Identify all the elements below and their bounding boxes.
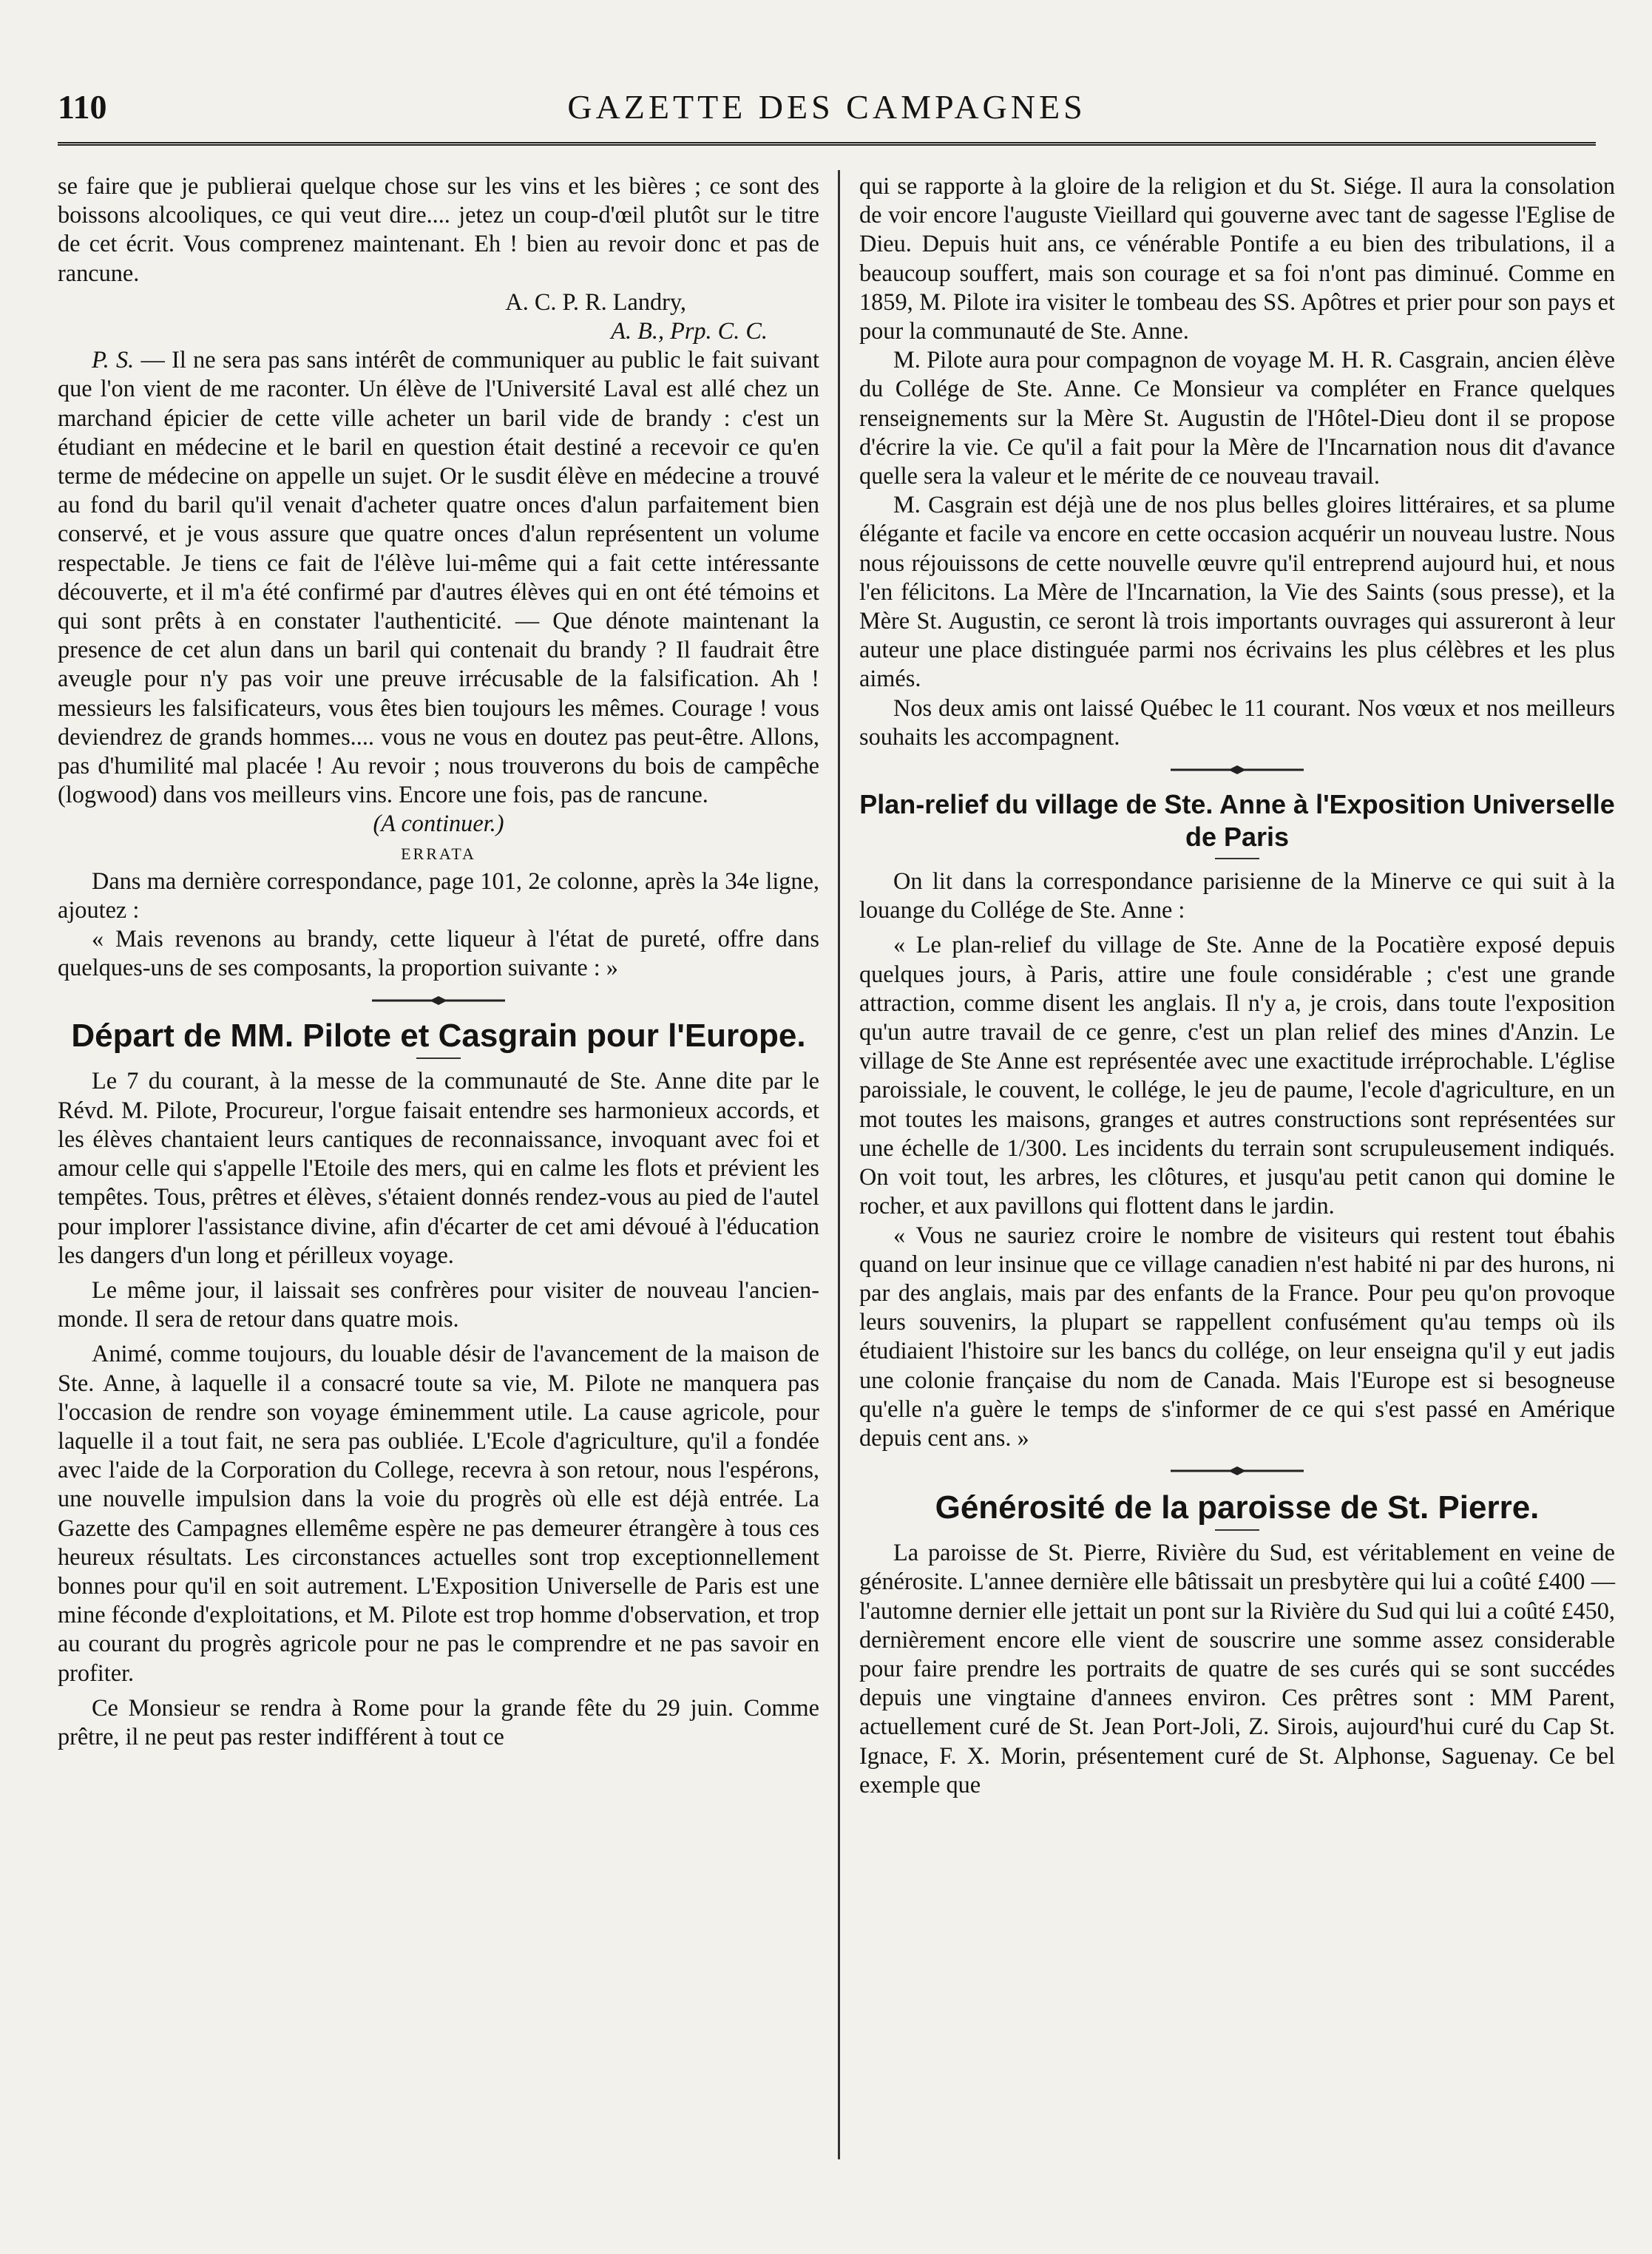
plan-relief-paragraph-3: « Vous ne sauriez croire le nombre de visiteurs qui restent tout ébahis quand on leur insinue que ce village canadien n'est habité ni par des hurons, ni par des anglais, mais par des enfants de la France. Pour peu qu'on provoque leurs souvenirs, la plupart se rappellent confusément qu'au temps où ils étudiaient l'histoire sur les bancs du collége, on leur enseigna qu'il y eut jadis une colonie française du nom de Canada. Mais l'Europe est si besogneuse qu'elle n'a guère le temps de s'informer de ce qui s'est passé en Amérique depuis cent ans. »	[859, 1221, 1615, 1451]
depart-paragraph-4: Ce Monsieur se rendra à Rome pour la grande fête du 29 juin. Comme prêtre, il ne peut pas rester indifférent à tout ce	[58, 1693, 819, 1750]
departure-date-paragraph: Nos deux amis ont laissé Québec le 11 courant. Nos vœux et nos meilleurs souhaits les accompagnent.	[859, 694, 1615, 750]
section-ornament	[1171, 1466, 1304, 1476]
section-ornament	[1171, 765, 1304, 775]
column-divider	[838, 170, 840, 2159]
postscript-paragraph	[58, 345, 819, 809]
postscript-label: P. S.	[92, 346, 135, 373]
casgrain-paragraph-2: M. Casgrain est déjà une de nos plus belles gloires littéraires, et sa plume élégante et facile va encore en cette occasion acquérir un nouveau lustre. Nous nous réjouissons de cette nouvelle œuvre qu'il entreprend aujourd hui, et nous l'en félicitons. La Mère de l'Incarnation, la Vie des Saints (sous presse), et la Mère St. Augustin, ce seront là trois importants ouvrages qui assureront à leur auteur une place distinguée parmi nos écrivains les plus célèbres et les plus aimés.	[859, 491, 1615, 692]
to-continue-note: (A continuer.)	[373, 810, 504, 837]
left-column	[58, 172, 819, 1751]
page-number: 110	[58, 88, 107, 126]
depart-paragraph-2: Le même jour, il laissait ses confrères pour visiter de nouveau l'ancien-monde. Il sera de retour dans quatre mois.	[58, 1276, 819, 1333]
errata-paragraph-1: Dans ma dernière correspondance, page 101, 2e colonne, après la 34e ligne, ajoutez :	[58, 867, 819, 923]
signature-credentials: A. B., Prp. C. C.	[611, 317, 768, 345]
postscript-text: — Il ne sera pas sans intérêt de communiquer au public le fait suivant que l'on vient de me raconter. Un élève de l'Université Laval est allé chez un marchand épicier de cette ville acheter un baril vide de brandy : c'est un étudiant en médecine et le baril en question était destiné a recevoir ce qu'en terme de médecine on appelle un sujet. Or le susdit élève en médecine a trouvé au fond du baril qu'il venait d'acheter quatre onces d'alun parfaitement bien conservé, et je vous assure que quatre onces d'alun représentent un volume respectable. Je tiens ce fait de l'élève lui-même qui a fait cette intéressante découverte, et il m'a été confirmé par d'autres élèves qui en ont été témoins et qui sont prêts à en constater l'authenticité. — Que dénote maintenant la presence de cet alun dans un baril qui contenait du brandy ? Il faudrait être aveugle pour n'y pas voir une preuve irrécusable de la falsification. Ah ! messieurs les falsificateurs, vous êtes bien toujours les mêmes. Courage ! vous deviendrez de grands hommes.... vous ne vous en doutez pas peut-être. Allons, pas d'humilité mal placée ! Au revoir ; nous trouverons du bois de campêche (logwood) dans vos meilleurs vins. Encore une fois, pas de rancune.	[58, 346, 819, 808]
generosite-paragraph-1: La paroisse de St. Pierre, Rivière du Sud, est véritablement en veine de générosite. L'annee dernière elle bâtissait un presbytère qui lui a coûté £400 — l'automne dernier elle jettait un pont sur la Rivière du Sud qui lui a coûté £450, dernièrement encore elle vient de souscrire une somme assez considerable pour faire prendre les portraits de quatre de ses curés qui se sont succédes depuis une vingtaine d'annees environ. Ces prêtres sont : MM Parent, actuellement curé de St. Jean Port-Joli, Z. Sirois, aujourd'hui curé du Cap St. Ignace, F. X. Morin, présentement curé de St. Alphonse, Saguenay. Ce bel exemple que	[859, 1539, 1615, 1798]
page-header	[58, 83, 1596, 135]
signature-name: A. C. P. R. Landry,	[505, 288, 686, 315]
headline-rule	[416, 1057, 461, 1059]
section-ornament	[372, 995, 505, 1006]
running-title: GAZETTE DES CAMPAGNES	[567, 88, 1086, 126]
errata-paragraph-2: « Mais revenons au brandy, cette liqueur à l'état de pureté, offre dans quelques-uns de ses composants, la proportion suivante : »	[58, 925, 819, 981]
right-column	[859, 172, 1615, 1799]
generosite-headline: Générosité de la paroisse de St. Pierre.	[935, 1489, 1540, 1526]
plan-relief-headline: Plan-relief du village de Ste. Anne à l'Exposition Universelle de Paris	[859, 789, 1615, 853]
plan-relief-paragraph-1: On lit dans la correspondance parisienne de la Minerve ce qui suit à la louange du Collége de Ste. Anne :	[859, 867, 1615, 924]
headline-rule	[1215, 858, 1259, 859]
depart-continued-paragraph: qui se rapporte à la gloire de la religion et du St. Siége. Il aura la consolation de voir encore l'auguste Vieillard qui gouverne avec tant de sagesse l'Eglise de Dieu. Depuis huit ans, ce vénérable Pontife a eu bien des tribulations, il a beaucoup souffert, mais son courage et sa foi n'ont pas diminué. Comme en 1859, M. Pilote ira visiter le tombeau des SS. Apôtres et prier pour son pays et pour la communauté de Ste. Anne.	[859, 172, 1615, 345]
plan-relief-paragraph-2: « Le plan-relief du village de Ste. Anne de la Pocatière exposé depuis quelques jours, à Paris, attire une foule considérable ; c'est une grande attraction, comme disent les anglais. Il n'y a, je crois, dans toute l'exposition qu'un autre travail de ce genre, c'est un plan relief des mines d'Anzin. Le village de Ste Anne est représentée avec une exactitude irréprochable. L'église paroissiale, le couvent, le collége, le jeu de paume, l'ecole d'agriculture, en un mot toutes les maisons, granges et autres constructions sont représentées sur une échelle de 1/300. Les incidents du terrain sont scrupuleusement indiqués. On voit tout, les arbres, les clôtures, et jusqu'au petit canon qui domine le rocher, et aux pavillons qui flottent dans le jardin.	[859, 931, 1615, 1219]
casgrain-paragraph-1: M. Pilote aura pour compagnon de voyage M. H. R. Casgrain, ancien élève du Collége de Ste. Anne. Ce Monsieur va compléter en France quelques renseignements sur la Mère St. Augustin de l'Hôtel-Dieu dont il se propose d'écrire la vie. Ce qu'il a fait pour la Mère de l'Incarnation nous dit d'avance quelle sera la valeur et le mérite de ce nouveau travail.	[859, 346, 1615, 490]
depart-headline: Départ de MM. Pilote et Casgrain pour l'Europe.	[71, 1018, 806, 1055]
depart-paragraph-1: Le 7 du courant, à la messe de la communauté de Ste. Anne dite par le Révd. M. Pilote, Procureur, l'orgue faisait entendre ses harmonieux accords, et les élèves chantaient leurs cantiques de reconnaissance, invoquant avec foi et amour celle qui s'appelle l'Etoile des mers, qui en calme les flots et prévient les tempêtes. Tous, prêtres et élèves, s'étaient donnés rendez-vous au pied de l'autel pour implorer l'assistance divine, afin d'écarter de cet ami dévoué à l'éducation les dangers d'un long et périlleux voyage.	[58, 1067, 819, 1268]
errata-title: ERRATA	[401, 844, 476, 863]
header-rule	[58, 142, 1596, 146]
letter-closing-paragraph: se faire que je publierai quelque chose sur les vins et les bières ; ce sont des boissons alcooliques, ce qui veut dire.... jetez un coup-d'œil plutôt sur le titre de cet écrit. Vous comprenez maintenant. Eh ! bien au revoir donc et pas de rancune.	[58, 172, 819, 286]
depart-paragraph-3: Animé, comme toujours, du louable désir de l'avancement de la maison de Ste. Anne, à laquelle il a consacré toute sa vie, M. Pilote ne manquera pas l'occasion de rendre son voyage éminemment utile. La cause agricole, pour laquelle il a tout fait, ne sera pas oubliée. L'Ecole d'agriculture, qu'il a fondée avec l'aide de la Corporation du College, recevra à son retour, nous l'espérons, une nouvelle impulsion dans la voie du progrès où elle est déjà entrée. La Gazette des Campagnes ellemême espère ne pas demeurer étrangère à tous ces heureux résultats. Les circonstances actuelles sont trop exceptionnellement bonnes pour qu'il en soit autrement. L'Exposition Universelle de Paris est une mine féconde d'exploitations, et M. Pilote est trop homme d'observation, et trop au courant du progrès agricole pour ne pas le comprendre et ne pas savoir en profiter.	[58, 1340, 819, 1686]
headline-rule	[1215, 1529, 1259, 1531]
